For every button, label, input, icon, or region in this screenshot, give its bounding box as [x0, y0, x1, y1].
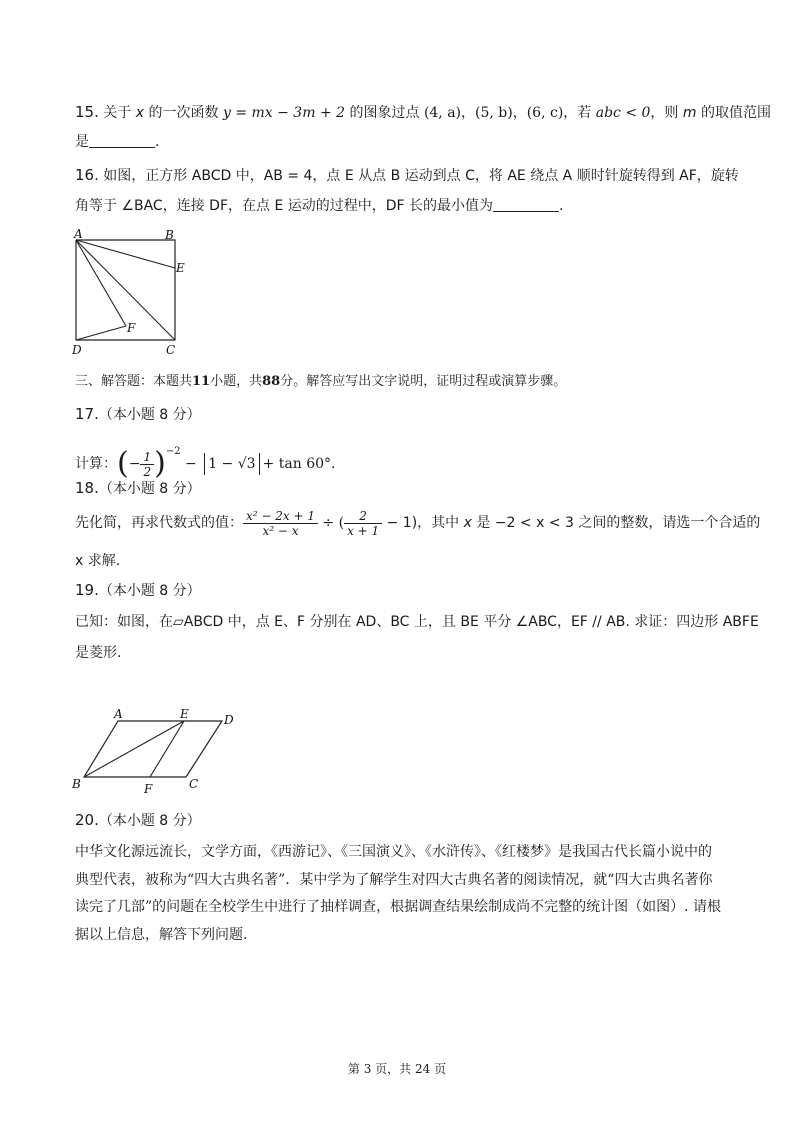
question-number: 15.: [75, 103, 99, 121]
segment-be: [84, 721, 184, 777]
q17-expression: 计算：(− $\frac{1}{2}$ )$^{-2}$ − 1 − √3 + tan 60°.: [75, 446, 336, 481]
q19-line1: 已知：如图，在▱ABCD 中，点 E、F 分别在 AD、BC 上，且 BE 平分 ∠ABC，EF // AB. 求证：四边形 ABFE: [75, 614, 759, 630]
q15-line2: 是 .: [75, 134, 160, 150]
question-number: 18.: [75, 479, 99, 497]
label-a: A: [114, 707, 123, 721]
math-condition: abc < 0: [595, 105, 651, 121]
answer-blank: [493, 197, 559, 212]
segment-df: [76, 326, 126, 340]
page-footer: 第 3 页，共 24 页: [347, 1062, 447, 1076]
segment-ef: [150, 721, 184, 777]
q16-line2: 角等于 ∠BAC，连接 DF，在点 E 运动的过程中，DF 长的最小值为 .: [75, 198, 564, 214]
question-number: 16.: [75, 166, 99, 184]
abs-content: 1 − √3: [208, 456, 256, 472]
math-equation: y = mx − 3m + 2: [222, 105, 346, 121]
q20-header: 20.（本小题 8 分）: [75, 811, 201, 829]
section-heading: 三、解答题：本题共11小题，共88分。解答应写出文字说明，证明过程或演算步骤。: [75, 374, 567, 389]
label-b: B: [165, 228, 174, 242]
label-d: D: [224, 713, 234, 727]
label-a: A: [74, 228, 83, 241]
label-d: D: [72, 343, 82, 357]
question-number: 20.: [75, 811, 99, 829]
segment-ae: [76, 240, 175, 268]
q19-line2: 是菱形.: [75, 645, 122, 661]
q18-line2: x 求解.: [75, 553, 121, 569]
label-f: F: [127, 321, 136, 335]
q16-line1: 16. 如图，正方形 ABCD 中，AB = 4，点 E 从点 B 运动到点 C，将 AE 绕点 A 顺时针旋转得到 AF，旋转: [75, 166, 739, 184]
q15-line1: 15. 关于 x 的一次函数 y = mx − 3m + 2 的图象过点 (4, a)，(5, b)，(6, c)，若 abc < 0，则 m 的取值范围: [75, 103, 771, 121]
square-figure: [70, 228, 200, 358]
label-c: C: [166, 343, 176, 357]
label-c: C: [189, 777, 199, 791]
question-number: 19.: [75, 581, 99, 599]
q18-header: 18.（本小题 8 分）: [75, 479, 201, 497]
label-f: F: [144, 782, 153, 796]
math-points: (4, a)，(5, b)，(6, c): [423, 105, 564, 121]
q19-header: 19.（本小题 8 分）: [75, 581, 201, 599]
fraction: $\frac{1}{2}$: [140, 450, 154, 479]
parallelogram-outline: [84, 721, 222, 777]
q18-line1: 先化简，再求代数式的值： $\frac{\text{x² − 2x + 1}}{\text{x² − x}}$ ÷ ( $\frac{2}{x + 1}$ − 1)，其中 x 是 −2 < x < 3 之间的整数，请选一个合适的: [75, 508, 761, 538]
q17-header: 17.（本小题 8 分）: [75, 405, 201, 423]
fraction: $\frac{2}{x + 1}$: [344, 509, 382, 538]
answer-blank: [89, 133, 155, 148]
parallelogram-figure: [70, 704, 250, 799]
label-b: B: [72, 777, 81, 791]
fraction: $\frac{\text{x² − 2x + 1}}{\text{x² − x}}$: [243, 509, 318, 538]
label-e: E: [176, 261, 185, 275]
question-number: 17.: [75, 405, 99, 423]
label-e: E: [180, 707, 189, 721]
q20-paragraph: 中华文化源远流长，文学方面，《西游记》、《三国演义》、《水浒传》、《红楼梦》是我国古代长篇小说中的典型代表，被称为“四大古典名著”．某中学为了解学生对四大古典名著的阅读情况，就“四大古典名著你读完了几部”的问题在全校学生中进行了抽样调查，根据调查结果绘制成尚不完整的统计图（如图）. 请根据以上信息，解答下列问题.: [75, 844, 722, 943]
